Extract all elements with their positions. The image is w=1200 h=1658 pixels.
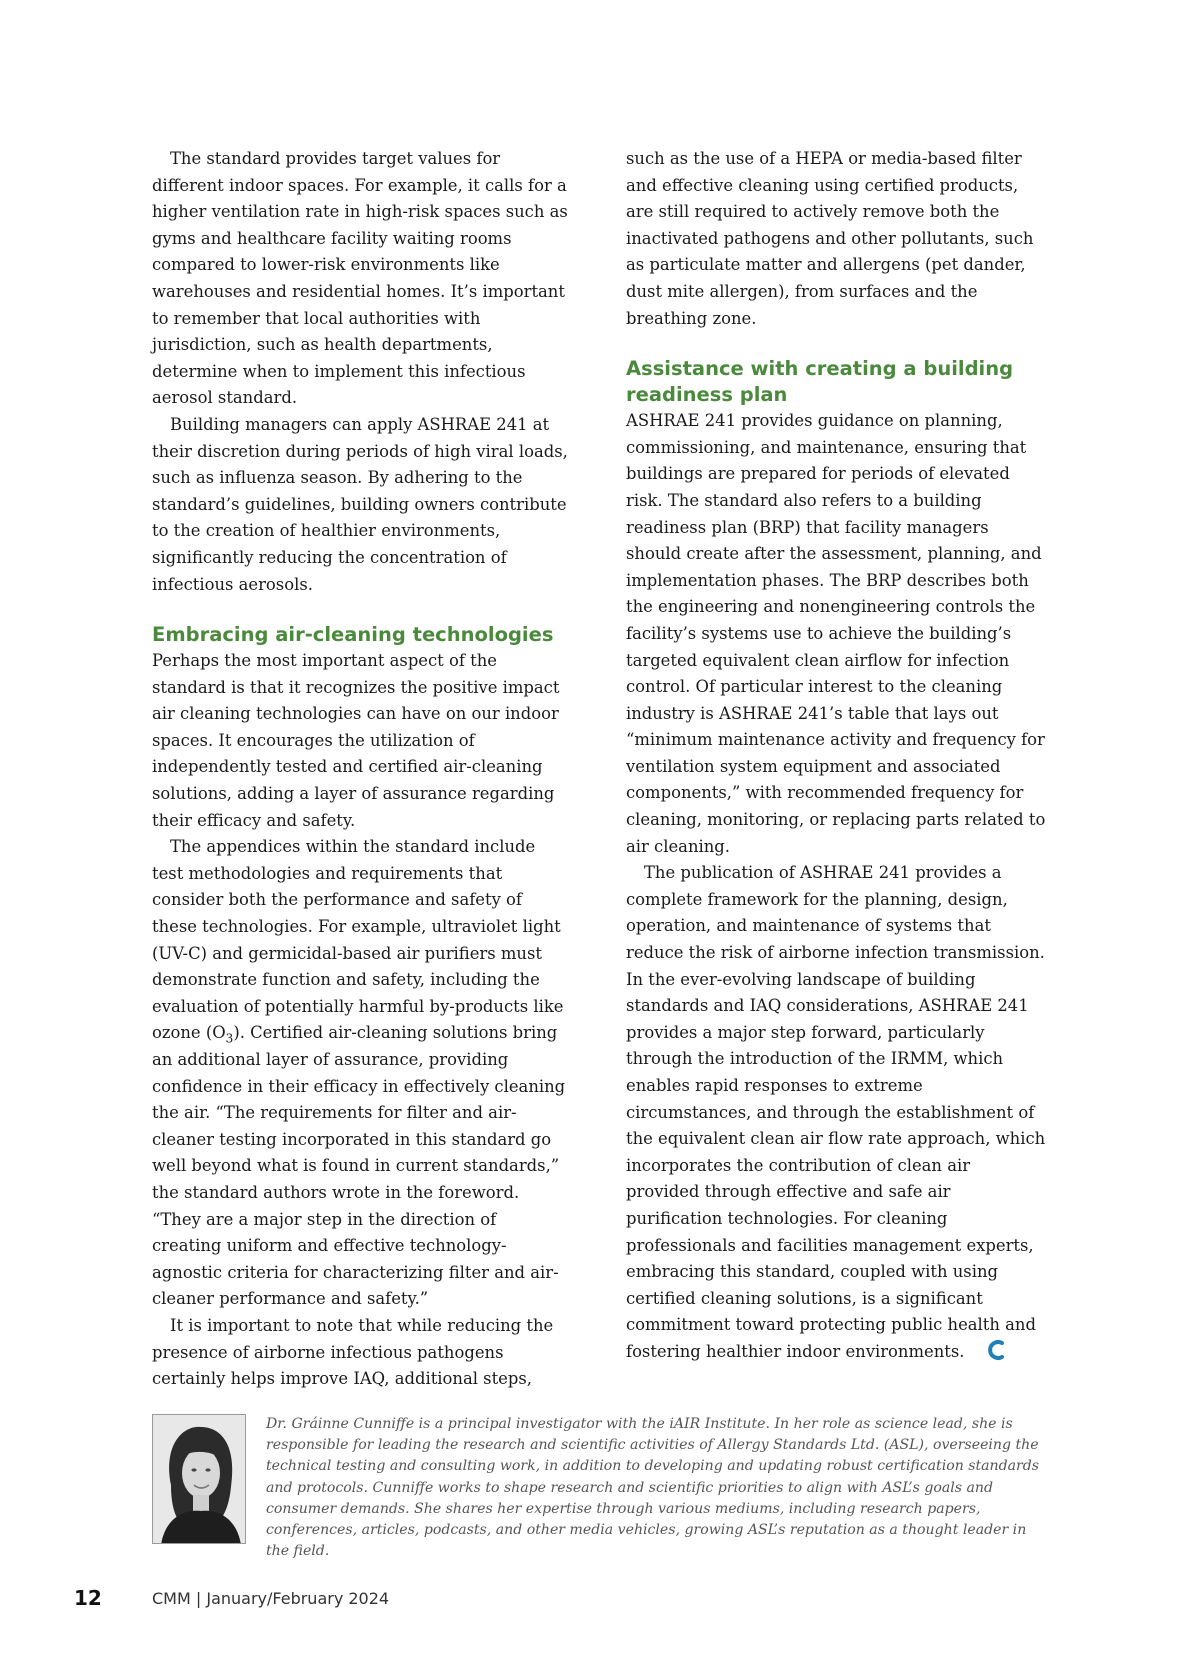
paragraph-text: The publication of ASHRAE 241 provides a complete framework for the planning, design, operation, and maintenance of systems that reduce the risk of airborne infection transmission. In the ever-evolving landscape of building standards and IAQ considerations, ASHRAE 241 provides a major step forward, particularly through the introduction of the IRMM, which enables rapid responses to extreme circumstances, and through the establishment of the equivalent clean air flow rate approach, which incorporates the contribution of clean air provided through effective and safe air purification technologies. For cleaning professionals and facilities management experts, embracing this standard, coupled with using certified cleaning solutions, is a significant commitment toward protecting public health and fostering healthier indoor environments. xyxy=(626,863,1046,1361)
paragraph: It is important to note that while reducing the presence of airborne infectious pathogens certainly helps improve IAQ, additional steps, xyxy=(152,1315,554,1389)
paragraph: The standard provides target values for different indoor spaces. For example, it calls for a higher ventilation rate in high-risk spaces such as gyms and healthcare facility waiting rooms compared to lower-risk environments like warehouses and residential homes. It’s important to remember that local authorities with jurisdiction, such as health departments, determine when to implement this infectious aerosol standard. xyxy=(152,149,568,408)
author-photo xyxy=(152,1414,246,1544)
section-heading: Embracing air-cleaning technologies xyxy=(152,623,554,647)
section-heading: Assistance with creating a building readiness plan xyxy=(626,357,1014,407)
paragraph: such as the use of a HEPA or media-based filter and effective cleaning using certified products, are still required to actively remove both the inactivated pathogens and other pollutants, such as particulate matter and allergens (pet dander, dust mite allergen), from surfaces and the breathing zone. xyxy=(626,149,1034,328)
paragraph: Building managers can apply ASHRAE 241 at their discretion during periods of high viral loads, such as influenza season. By adhering to the standard’s guidelines, building owners contribute to the creation of healthier environments, significantly reducing the concentration of infectious aerosols. xyxy=(152,414,568,594)
left-column xyxy=(152,146,568,1393)
end-of-article-icon xyxy=(968,1339,1006,1370)
publication-footer: CMM | January/February 2024 xyxy=(152,1589,390,1608)
paragraph-text: ). Certified air-cleaning solutions bring an additional layer of assurance, providing confidence in their efficacy in effectively cleaning the air. “The requirements for filter and air-cleaner testing incorporated in this standard go well beyond what is found in current standards,” the standard authors wrote in the foreword. “They are a major step in the direction of creating uniform and effective technology-agnostic criteria for characterizing filter and air-cleaner performance and safety.” xyxy=(152,1023,566,1309)
paragraph: Perhaps the most important aspect of the standard is that it recognizes the positive impact air cleaning technologies can have on our indoor spaces. It encourages the utilization of independently tested and certified air-cleaning solutions, adding a layer of assurance regarding their efficacy and safety. xyxy=(152,651,560,830)
bio-text: Dr. Gráinne Cunniffe is a principal investigator with the iAIR Institute. In her role as science lead, she is responsible for leading the research and scientific activities of Allergy Standards Ltd. (ASL), overseeing the technical testing and consulting work, in addition to developing and updating robust certification standards and protocols. Cunniffe works to shape research and scientific priorities to align with ASL’s goals and consumer demands. She shares her expertise through various mediums, including research papers, conferences, articles, podcasts, and other media vehicles, growing ASL’s reputation as a thought leader in the field. xyxy=(266,1416,1040,1560)
page-number: 12 xyxy=(74,1586,102,1610)
subscript: 3 xyxy=(225,1031,234,1046)
paragraph-text: The appendices within the standard include test methodologies and requirements that consider both the performance and safety of these technologies. For example, ultraviolet light (UV-C) and germicidal-based air purifiers must demonstrate function and safety, including the evaluation of potentially harmful by-products like ozone (O xyxy=(152,837,564,1043)
right-column xyxy=(626,146,1046,1370)
paragraph xyxy=(152,834,568,1313)
paragraph: ASHRAE 241 provides guidance on planning, commissioning, and maintenance, ensuring that buildings are prepared for periods of elevated risk. The standard also refers to a building readiness plan (BRP) that facility managers should create after the assessment, planning, and implementation phases. The BRP describes both the engineering and nonengineering controls the facility’s systems use to achieve the building’s targeted equivalent clean airflow for infection control. Of particular interest to the cleaning industry is ASHRAE 241’s table that lays out “minimum maintenance activity and frequency for ventilation system equipment and associated components,” with recommended frequency for cleaning, monitoring, or replacing parts related to air cleaning. xyxy=(626,411,1046,856)
paragraph xyxy=(626,860,1046,1369)
author-bio xyxy=(152,1414,1042,1562)
